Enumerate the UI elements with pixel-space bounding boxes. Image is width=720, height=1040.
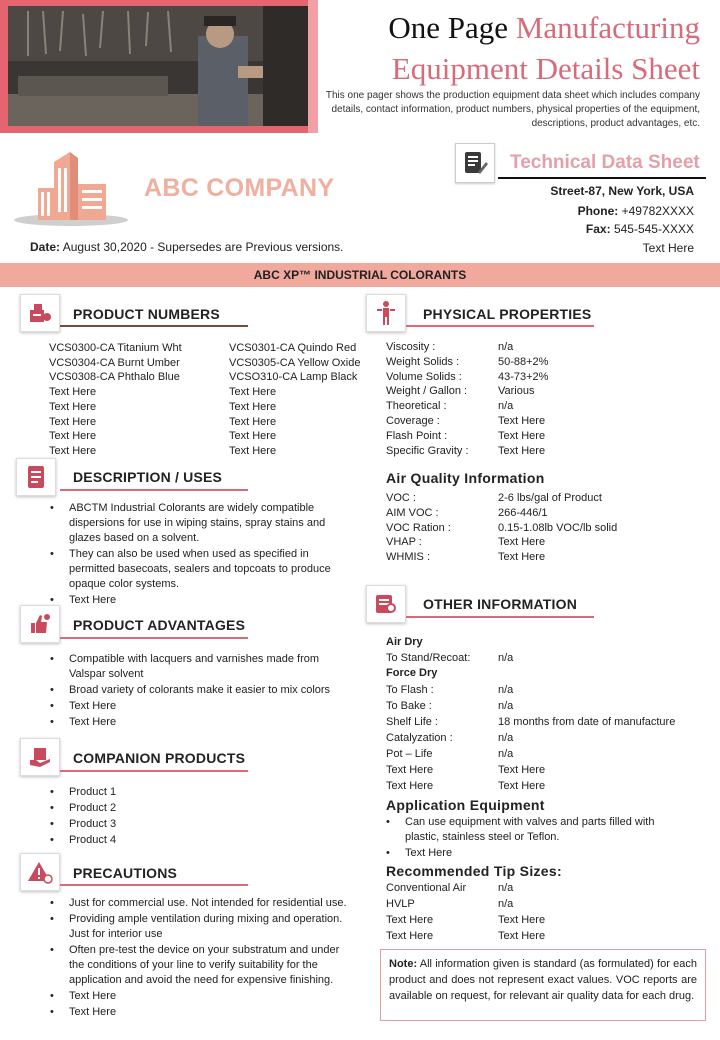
- air-quality-value: 0.15-1.08lb VOC/lb solid: [498, 521, 618, 534]
- precautions-title: PRECAUTIONS: [73, 865, 178, 881]
- physical-property-value: n/a: [498, 400, 514, 413]
- stand-recoat-value: n/a: [498, 652, 514, 664]
- tech-sheet-divider: [498, 177, 706, 179]
- physical-property-label: Theoretical :: [386, 400, 447, 413]
- physical-property-value: Various: [498, 385, 535, 398]
- header-photo-frame: [0, 0, 318, 133]
- tip-sizes-title: Recommended Tip Sizes:: [386, 863, 562, 879]
- other-info-value: n/a: [498, 748, 514, 760]
- precautions-item: • Often pre-test the device on your substratum and under the conditions of your line to verify suitability for the application and avoid the need for expensive finishing.: [50, 943, 355, 988]
- force-dry-label: Force Dry: [386, 667, 438, 679]
- advantages-item: • Broad variety of colorants make it easier to mix colors: [50, 683, 355, 698]
- other-information-icon: [366, 585, 406, 623]
- physical-properties-title: PHYSICAL PROPERTIES: [423, 306, 592, 322]
- precautions-list: [50, 896, 355, 1021]
- product-number-cell: Text Here: [49, 444, 97, 457]
- physical-property-label: Flash Point :: [386, 429, 448, 442]
- physical-property-value: Text Here: [498, 429, 546, 442]
- company-name: ABC COMPANY: [144, 174, 335, 202]
- product-numbers-title: PRODUCT NUMBERS: [73, 306, 220, 322]
- other-info-label: Text Here: [386, 764, 434, 776]
- other-info-value: n/a: [498, 700, 514, 712]
- product-numbers-icon: [20, 294, 60, 332]
- description-item: • They can also be used when used as specified in permitted basecoats, sealers and topcoats to produce opaque color systems.: [50, 547, 355, 592]
- other-info-label: To Flash :: [386, 684, 434, 696]
- advantages-list: [50, 652, 355, 731]
- stand-recoat-label: To Stand/Recoat:: [386, 652, 471, 664]
- air-quality-value: 2-6 lbs/gal of Product: [498, 492, 602, 504]
- advantages-item: • Text Here: [50, 715, 355, 730]
- address-fax: [586, 222, 694, 236]
- date-label: Date:: [30, 240, 61, 254]
- street-value: Street-87, New York, USA: [550, 184, 694, 198]
- air-quality-label: WHMIS :: [386, 551, 430, 564]
- page-title-line1: [388, 10, 700, 46]
- product-number-cell: VCS0308-CA Phthalo Blue: [49, 371, 180, 384]
- fax-value: 545-545-XXXX: [613, 222, 694, 236]
- physical-properties-icon: [366, 294, 406, 332]
- other-info-value: Text Here: [498, 780, 546, 792]
- companion-list: [50, 785, 355, 849]
- other-info-value: 18 months from date of manufacture: [498, 716, 676, 728]
- product-number-cell: Text Here: [229, 400, 277, 413]
- tip-size-label: Text Here: [386, 914, 434, 926]
- product-number-cell: Text Here: [49, 386, 97, 399]
- physical-properties-rule: [406, 325, 594, 327]
- advantages-icon: [20, 605, 60, 643]
- note-label: Note:: [389, 958, 418, 970]
- physical-property-value: Text Here: [498, 415, 546, 427]
- tip-size-label: Text Here: [386, 930, 434, 942]
- physical-property-label: Weight / Gallon :: [386, 385, 468, 398]
- title-part2: Manufacturing: [515, 10, 700, 45]
- companion-item: • Product 1: [50, 785, 355, 800]
- air-quality-label: VOC Ration :: [386, 521, 451, 534]
- other-info-label: Catalyzation :: [386, 732, 453, 744]
- advantages-item: • Compatible with lacquers and varnishes made from Valspar solvent: [50, 652, 355, 682]
- product-number-cell: Text Here: [229, 386, 277, 399]
- air-quality-label: VHAP :: [386, 536, 422, 549]
- phone-label: Phone:: [577, 204, 619, 218]
- precautions-icon: [20, 853, 60, 891]
- product-number-cell: VCSO310-CA Lamp Black: [229, 371, 358, 384]
- companion-title: COMPANION PRODUCTS: [73, 750, 246, 766]
- product-number-cell: Text Here: [49, 430, 97, 443]
- application-item: • Can use equipment with valves and parts filled with plastic, stainless steel or Teflon.: [386, 815, 686, 845]
- other-info-label: Text Here: [386, 780, 434, 792]
- precautions-item: • Just for commercial use. Not intended for residential use.: [50, 896, 355, 911]
- physical-property-value: 43-73+2%: [498, 370, 549, 383]
- companion-icon: [20, 738, 60, 776]
- intro-text: This one pager shows the production equipment data sheet which includes company details, contact information, product numbers, physical properties of the equipment, descriptions, product advantages, etc.: [325, 90, 700, 129]
- datasheet-icon: [455, 143, 495, 183]
- physical-property-label: Viscosity :: [386, 341, 436, 353]
- application-item: • Text Here: [386, 846, 686, 861]
- section-banner: ABC XP™ INDUSTRIAL COLORANTS: [0, 263, 720, 287]
- tip-size-value: Text Here: [498, 914, 546, 926]
- air-quality-label: AIM VOC :: [386, 506, 439, 519]
- other-info-value: n/a: [498, 684, 514, 696]
- address-street: [550, 184, 694, 198]
- companion-item: • Product 2: [50, 801, 355, 816]
- other-information-title: OTHER INFORMATION: [423, 596, 578, 612]
- description-rule: [60, 489, 248, 491]
- product-numbers-rule: [60, 325, 248, 327]
- application-equipment-title: Application Equipment: [386, 797, 545, 813]
- title-part1: One Page: [388, 10, 509, 45]
- workshop-photo: [8, 6, 308, 126]
- other-info-label: Shelf Life :: [386, 716, 438, 728]
- fax-label: Fax:: [585, 222, 611, 236]
- physical-property-label: Weight Solids :: [386, 355, 460, 368]
- precautions-item: • Text Here: [50, 989, 355, 1004]
- phone-value: +49782XXXX: [621, 204, 694, 218]
- companion-item: • Product 4: [50, 833, 355, 848]
- tech-sheet-title: Technical Data Sheet: [510, 152, 700, 173]
- product-number-cell: VCS0301-CA Quindo Red: [229, 342, 357, 354]
- address-phone: [578, 204, 694, 218]
- air-quality-title: Air Quality Information: [386, 470, 545, 486]
- description-title: DESCRIPTION / USES: [73, 469, 223, 485]
- product-number-cell: Text Here: [49, 415, 97, 428]
- product-number-cell: VCS0304-CA Burnt Umber: [49, 356, 180, 369]
- advantages-item: • Text Here: [50, 699, 355, 714]
- product-number-cell: VCS0305-CA Yellow Oxide: [229, 356, 361, 369]
- air-quality-label: VOC :: [386, 492, 416, 504]
- tip-size-label: HVLP: [386, 898, 415, 910]
- precautions-rule: [60, 884, 248, 886]
- date-line: [30, 240, 344, 254]
- tip-size-label: Conventional Air: [386, 882, 467, 894]
- product-number-cell: VCS0300-CA Titanium Wht: [49, 342, 182, 354]
- other-info-label: Pot – Life: [386, 748, 433, 760]
- physical-property-value: Text Here: [498, 444, 546, 457]
- description-list: [50, 501, 355, 609]
- air-dry-label: Air Dry: [386, 636, 423, 648]
- air-quality-value: 266-446/1: [498, 506, 548, 519]
- description-item: • Text Here: [50, 593, 355, 608]
- address-extra: Text Here: [642, 241, 694, 255]
- physical-property-label: Volume Solids :: [386, 370, 462, 383]
- product-number-cell: Text Here: [229, 415, 277, 428]
- other-info-label: To Bake :: [386, 700, 432, 712]
- note-box: [380, 949, 706, 1021]
- precautions-item: • Text Here: [50, 1005, 355, 1020]
- physical-property-label: Coverage :: [386, 415, 440, 427]
- physical-property-label: Specific Gravity :: [386, 444, 469, 457]
- company-logo-icon: [14, 148, 129, 228]
- air-quality-value: Text Here: [498, 536, 546, 549]
- product-number-cell: Text Here: [229, 430, 277, 443]
- advantages-title: PRODUCT ADVANTAGES: [73, 617, 246, 633]
- other-info-value: n/a: [498, 732, 514, 744]
- header-photo-stripe: [308, 0, 318, 133]
- description-item: • ABCTM Industrial Colorants are widely compatible dispersions for use in wiping stains, spray stains and glazes based on a solvent.: [50, 501, 355, 546]
- product-number-cell: Text Here: [229, 444, 277, 457]
- advantages-rule: [60, 637, 248, 639]
- note-text: All information given is standard (as formulated) for each product and does not represent exact values. VOC reports are available on request, for relevant air quality data for each drug.: [389, 958, 697, 1002]
- product-number-cell: Text Here: [49, 400, 97, 413]
- companion-rule: [60, 770, 248, 772]
- air-quality-value: Text Here: [498, 551, 546, 564]
- physical-property-value: 50-88+2%: [498, 355, 549, 368]
- companion-item: • Product 3: [50, 817, 355, 832]
- application-equipment-list: [386, 815, 686, 862]
- tip-size-value: Text Here: [498, 930, 546, 942]
- other-information-rule: [406, 616, 594, 618]
- date-text: August 30,2020 - Supersedes are Previous versions.: [62, 240, 344, 254]
- other-info-value: Text Here: [498, 764, 546, 776]
- page-title-line2: Equipment Details Sheet: [391, 51, 700, 86]
- description-icon: [16, 458, 56, 496]
- tip-size-value: n/a: [498, 898, 514, 910]
- physical-property-value: n/a: [498, 341, 514, 353]
- tip-size-value: n/a: [498, 882, 514, 894]
- precautions-item: • Providing ample ventilation during mixing and operation. Just for interior use: [50, 912, 355, 942]
